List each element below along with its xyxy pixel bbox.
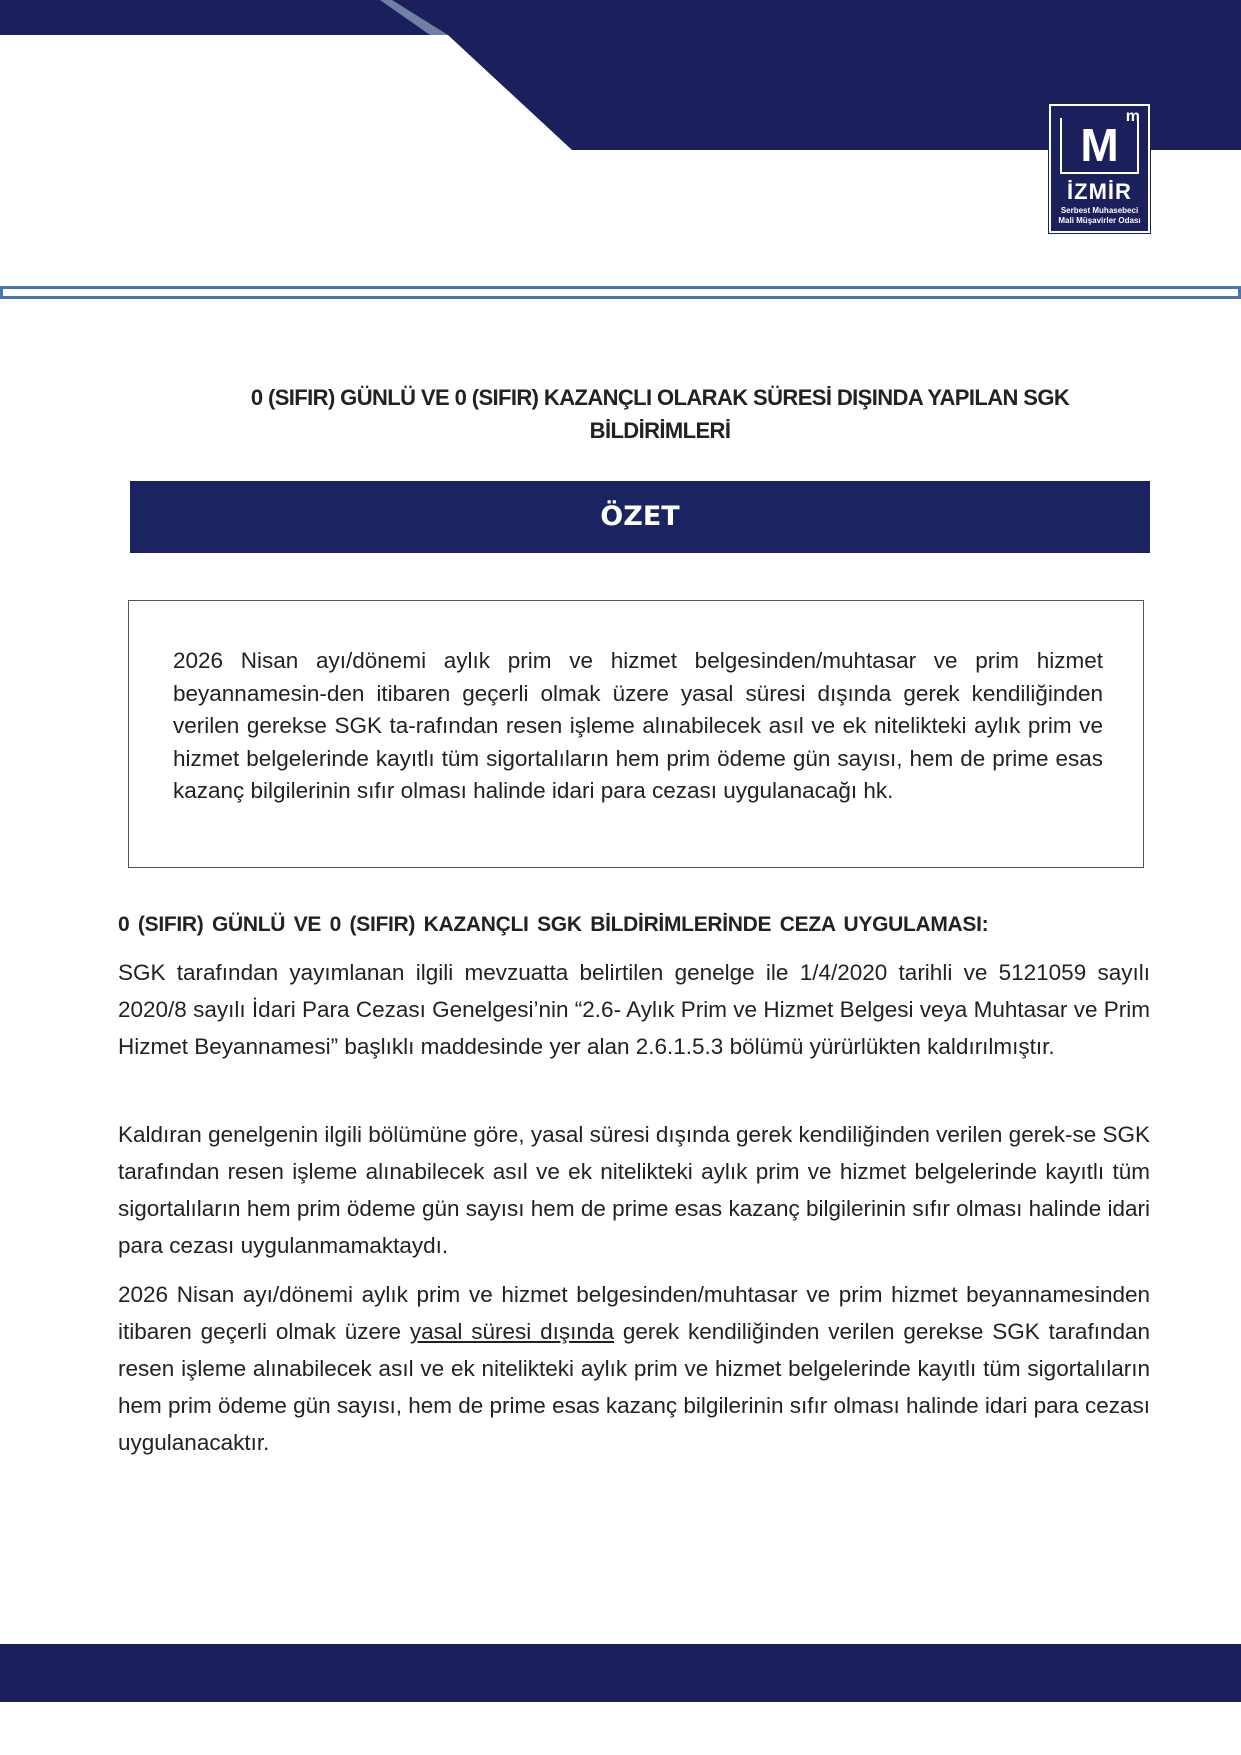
section-heading: 0 (SIFIR) GÜNLÜ VE 0 (SIFIR) KAZANÇLI SGK BİLDİRİMLERİNDE CEZA UYGULAMASI:: [118, 913, 989, 936]
logo-subtitle-2: Mali Müşavirler Odası: [1058, 216, 1141, 225]
summary-heading: ÖZET: [130, 481, 1150, 553]
document-title: 0 (SIFIR) GÜNLÜ VE 0 (SIFIR) KAZANÇLI OLARAK SÜRESİ DIŞINDA YAPILAN SGK BİLDİRİMLERİ: [250, 385, 1070, 443]
logo-subtitle-1: Serbest Muhasebeci: [1060, 206, 1139, 215]
izmir-smmmo-logo: [1049, 104, 1150, 233]
paragraph-2: Kaldıran genelgenin ilgili bölümüne göre, yasal süresi dışında gerek kendiliğinden verilen gerek-se SGK tarafından resen işleme alınabilecek asıl ve ek nitelikteki aylık prim ve hizmet belgelerinde kayıtlı tüm sigortalıların hem prim ödeme gün sayısı hem de prime esas kazanç bilgilerinin sıfır olması halinde idari para cezası uygulanmamaktaydı.: [118, 1122, 1150, 1258]
paragraph-3-underlined: yasal süresi dışında: [409, 1319, 614, 1344]
paragraph-3: [118, 1276, 1150, 1461]
logo-superscript: m: [1125, 108, 1140, 125]
paragraph-3-part-2: gerek kendiliğinden verilen gerekse SGK tarafından resen işleme alınabilecek asıl ve ek nitelikteki aylık prim ve hizmet belgelerinde kayıtlı tüm sigortalıların hem prim ödeme gün sayısı, hem de prime esas kazanç bilgilerinin sıfır olması halinde idari para cezası uygulanacaktır.: [118, 1319, 1151, 1455]
header-divider: [0, 286, 1241, 299]
paragraph-3-part-1: 2026 Nisan ayı/dönemi aylık prim ve hizmet belgesinden/muhtasar ve prim hizmet beyannamesinden itibaren geçerli olmak üzere: [118, 1282, 1150, 1344]
logo-letter: M: [1080, 119, 1119, 171]
logo-city: İZMİR: [1067, 179, 1132, 204]
summary-text: 2026 Nisan ayı/dönemi aylık prim ve hizmet belgesinden/muhtasar ve prim hizmet beyannamesin-den itibaren geçerli olmak üzere yasal süresi dışında gerek kendiliğinden verilen gerekse SGK ta-rafından resen işleme alınabilecek asıl ve ek nitelikteki aylık prim ve hizmet belgelerinde kayıtlı tüm sigortalıların hem prim ödeme gün sayısı, hem de prime esas kazanç bilgilerinin sıfır olması halinde idari para cezası uygulanacağı hk.: [173, 648, 1103, 804]
summary-box: [128, 600, 1144, 868]
paragraph-1: SGK tarafından yayımlanan ilgili mevzuatta belirtilen genelge ile 1/4/2020 tarihli ve 5121059 sayılı 2020/8 sayılı İdari Para Cezası Genelgesi’nin “2.6- Aylık Prim ve Hizmet Belgesi veya Muhtasar ve Prim Hizmet Beyannamesi” başlıklı maddesinde yer alan 2.6.1.5.3 bölümü yürürlükten kaldırılmıştır.: [118, 960, 1150, 1059]
footer-band: [0, 1644, 1241, 1702]
